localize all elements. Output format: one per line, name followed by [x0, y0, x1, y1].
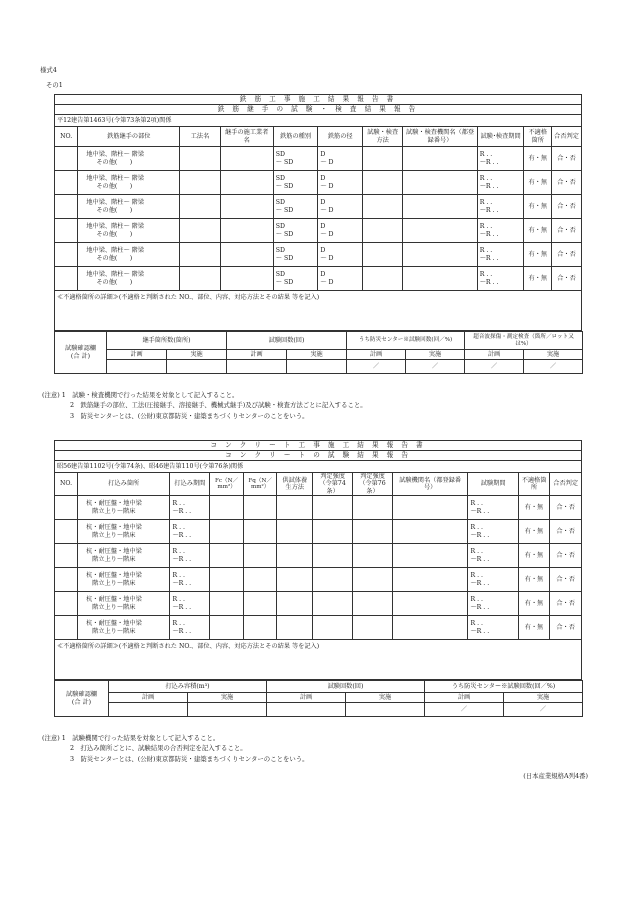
- table-row: [55, 171, 582, 195]
- row-pour-period: R . .: [172, 524, 185, 532]
- rebar-col-judge: 合否判定: [552, 127, 582, 147]
- row-part: 地中梁、階柱～ 階梁: [86, 151, 145, 159]
- row-judge[interactable]: 合・否: [552, 243, 582, 267]
- row-pour-period-to: ～R . .: [172, 555, 192, 563]
- fq-cell[interactable]: [243, 616, 277, 640]
- table-row: [55, 520, 582, 544]
- concrete-section: [54, 440, 583, 717]
- lab-cell[interactable]: [392, 496, 468, 520]
- row-period: R . .: [479, 247, 493, 255]
- contractor-cell[interactable]: [220, 171, 273, 195]
- row-dia: D: [320, 151, 326, 159]
- lab-cell[interactable]: [392, 520, 468, 544]
- concrete-col-defect: 不適格箇所: [518, 473, 549, 496]
- row-place-2: 階立上り～階床: [92, 531, 136, 539]
- s76-cell[interactable]: [353, 616, 393, 640]
- row-period: R . .: [479, 271, 493, 279]
- actual-label: 実施: [406, 350, 465, 360]
- row-place: 杭・耐圧盤・地中梁: [86, 524, 142, 532]
- curing-cell[interactable]: [277, 544, 313, 568]
- row-judge[interactable]: 合・否: [550, 616, 582, 640]
- concrete-col-lab: 試験機関名（都登録番号）: [392, 473, 468, 496]
- row-dia: D: [320, 271, 326, 279]
- ultra-actual-field[interactable]: ／: [524, 360, 583, 374]
- fq-cell[interactable]: [243, 520, 277, 544]
- table-row: [55, 219, 582, 243]
- row-dia: D: [320, 175, 326, 183]
- concrete-col-strength76: 判定強度（令第76条）: [353, 473, 393, 496]
- ultra-plan-field[interactable]: ／: [465, 360, 524, 374]
- row-judge[interactable]: 合・否: [550, 568, 582, 592]
- row-dia-to: ～ D: [320, 278, 334, 286]
- row-defect[interactable]: 有・無: [524, 147, 552, 171]
- row-pour-period-to: ～R . .: [172, 627, 192, 635]
- row-period-to: ～R . .: [479, 206, 499, 214]
- row-test-period-to: ～R . .: [470, 507, 490, 515]
- row-judge[interactable]: 合・否: [552, 147, 582, 171]
- summary-label-2: (合 計): [70, 352, 91, 360]
- lab-cell[interactable]: [403, 171, 477, 195]
- row-type: SD: [275, 223, 285, 231]
- rebar-note-2: 2 鉄筋継手の部位、工法(圧接継手、溶接継手、機械式継手)及び試験・検査方法ごとに記入すること。: [70, 401, 367, 410]
- fq-cell[interactable]: [243, 544, 277, 568]
- contractor-cell[interactable]: [220, 243, 273, 267]
- actual-label: 実施: [188, 693, 267, 703]
- row-pour-period: R . .: [172, 500, 185, 508]
- row-test-period-to: ～R . .: [470, 531, 490, 539]
- row-period: R . .: [479, 223, 493, 231]
- row-judge[interactable]: 合・否: [550, 520, 582, 544]
- concrete-col-period: 打込み期間: [170, 473, 210, 496]
- row-place-2: 階立上り～階床: [92, 579, 136, 587]
- row-judge[interactable]: 合・否: [552, 171, 582, 195]
- row-test-period: R . .: [470, 596, 483, 604]
- row-type-to: ～ SD: [275, 230, 294, 238]
- concrete-col-curing: 供試体養生方法: [277, 473, 313, 496]
- row-dia-to: ～ D: [320, 254, 334, 262]
- concrete-note-3: 3 防災センターとは、(公財)東京都防災・建築まちづくりセンターのことをいう。: [70, 754, 309, 763]
- row-pour-period: R . .: [172, 620, 185, 628]
- row-defect[interactable]: 有・無: [518, 496, 549, 520]
- concrete-col-test-period: 試験期間: [468, 473, 518, 496]
- rebar-col-lab: 試験・検査機関名（都登録番号）: [403, 127, 477, 147]
- rebar-header-row: [55, 127, 582, 147]
- s76-cell[interactable]: [353, 544, 393, 568]
- concrete-col-fq: Fq（N／mm²）: [243, 473, 277, 496]
- curing-cell[interactable]: [277, 520, 313, 544]
- plan-label: 計画: [227, 350, 287, 360]
- row-test-period: R . .: [470, 620, 483, 628]
- summary-center-tests: うち防災センター※試験回数(回／%): [347, 332, 465, 350]
- lab-cell[interactable]: [403, 267, 477, 291]
- row-defect[interactable]: 有・無: [518, 592, 549, 616]
- row-defect[interactable]: 有・無: [524, 219, 552, 243]
- rebar-col-period: 試験･検査期間: [477, 127, 524, 147]
- actual-label: 実施: [524, 350, 583, 360]
- summary-volume: 打込み容積(m³): [109, 681, 267, 693]
- concrete-defect-note: ≪不適格箇所の詳細≫(不適格と判断された NO.、部位、内容、対応方法とその結果 等を記入): [55, 640, 582, 654]
- test-method-cell[interactable]: [363, 267, 403, 291]
- test-method-cell[interactable]: [363, 243, 403, 267]
- row-part-other: その他( ): [96, 182, 133, 190]
- row-period: R . .: [479, 175, 493, 183]
- summary-label-1: 試験確認欄: [66, 691, 97, 699]
- row-test-period: R . .: [470, 500, 483, 508]
- lab-cell[interactable]: [392, 592, 468, 616]
- fc-cell[interactable]: [210, 496, 244, 520]
- lab-cell[interactable]: [403, 147, 477, 171]
- plan-label: 計画: [347, 350, 406, 360]
- concrete-col-no: NO.: [55, 473, 78, 496]
- row-defect[interactable]: 有・無: [524, 195, 552, 219]
- row-pour-period-to: ～R . .: [172, 579, 192, 587]
- rebar-summary-label: [55, 332, 107, 374]
- s74-cell[interactable]: [313, 592, 353, 616]
- lab-cell[interactable]: [403, 219, 477, 243]
- form-id: 様式4: [40, 66, 57, 74]
- row-pour-period-to: ～R . .: [172, 507, 192, 515]
- row-place: 杭・耐圧盤・地中梁: [86, 548, 142, 556]
- summary-tests: 試験回数(回): [267, 681, 425, 693]
- row-pour-period: R . .: [172, 596, 185, 604]
- method-cell[interactable]: [180, 267, 220, 291]
- lab-cell[interactable]: [403, 243, 477, 267]
- footer-standard: (日本産業規格A列4番): [523, 772, 588, 780]
- summary-joints: 継手箇所数(箇所): [107, 332, 227, 350]
- summary-label-1: 試験確認欄: [65, 345, 96, 353]
- center-actual-field[interactable]: ／: [504, 703, 583, 717]
- volume-actual-field[interactable]: [188, 703, 267, 717]
- row-place: 杭・耐圧盤・地中梁: [86, 596, 142, 604]
- row-part: 地中梁、階柱～ 階梁: [86, 199, 145, 207]
- table-row: [55, 243, 582, 267]
- lab-cell[interactable]: [403, 195, 477, 219]
- concrete-table: [54, 440, 582, 680]
- row-period-to: ～R . .: [479, 182, 499, 190]
- actual-label: 実施: [346, 693, 425, 703]
- table-row: [55, 616, 582, 640]
- method-cell[interactable]: [180, 147, 220, 171]
- s76-cell[interactable]: [353, 520, 393, 544]
- row-type-to: ～ SD: [275, 182, 294, 190]
- row-dia: D: [320, 247, 326, 255]
- curing-cell[interactable]: [277, 496, 313, 520]
- curing-cell[interactable]: [277, 592, 313, 616]
- summary-tests: 試験回数(回): [227, 332, 347, 350]
- row-period-to: ～R . .: [479, 278, 499, 286]
- rebar-col-contractor: 継手の施工業者名: [220, 127, 273, 147]
- row-type-to: ～ SD: [275, 206, 294, 214]
- curing-cell[interactable]: [277, 568, 313, 592]
- row-judge[interactable]: 合・否: [550, 592, 582, 616]
- concrete-header-row: [55, 473, 582, 496]
- concrete-notes: [42, 735, 309, 763]
- table-row: [55, 496, 582, 520]
- row-dia: D: [320, 223, 326, 231]
- row-type: SD: [275, 151, 285, 159]
- rebar-col-part: 鉄筋継手の部位: [78, 127, 180, 147]
- s76-cell[interactable]: [353, 568, 393, 592]
- rebar-notes: [42, 392, 367, 420]
- row-dia-to: ～ D: [320, 182, 334, 190]
- fq-cell[interactable]: [243, 592, 277, 616]
- row-defect[interactable]: 有・無: [518, 520, 549, 544]
- plan-label: 計画: [425, 693, 504, 703]
- row-judge[interactable]: 合・否: [552, 195, 582, 219]
- rebar-table: [54, 94, 582, 331]
- rebar-subtitle: 鉄 筋 継 手 の 試 験 ・ 検 査 結 果 報 告: [55, 105, 582, 115]
- row-dia-to: ～ D: [320, 230, 334, 238]
- rebar-summary: [54, 331, 583, 374]
- s74-cell[interactable]: [313, 544, 353, 568]
- rebar-defect-detail-field[interactable]: [55, 305, 582, 331]
- row-part: 地中梁、階柱～ 階梁: [86, 223, 145, 231]
- fc-cell[interactable]: [210, 592, 244, 616]
- row-type-to: ～ SD: [275, 278, 294, 286]
- fc-cell[interactable]: [210, 544, 244, 568]
- test-method-cell[interactable]: [363, 147, 403, 171]
- rebar-section: [54, 94, 583, 374]
- row-period: R . .: [479, 199, 493, 207]
- actual-label: 実施: [287, 350, 347, 360]
- row-place: 杭・耐圧盤・地中梁: [86, 572, 142, 580]
- row-judge[interactable]: 合・否: [552, 267, 582, 291]
- method-cell[interactable]: [180, 219, 220, 243]
- center-plan-field[interactable]: ／: [425, 703, 504, 717]
- row-type-to: ～ SD: [275, 158, 294, 166]
- row-type: SD: [275, 247, 285, 255]
- row-test-period: R . .: [470, 572, 483, 580]
- concrete-summary-label: [55, 681, 109, 717]
- concrete-title: コ ン ク リ ー ト 工 事 施 工 結 果 報 告 書: [55, 441, 582, 451]
- row-defect[interactable]: 有・無: [524, 171, 552, 195]
- rebar-title: 鉄 筋 工 事 施 工 結 果 報 告 書: [55, 95, 582, 105]
- concrete-note-2: 2 打込み箇所ごとに、試験結果の合否判定を記入すること。: [70, 744, 247, 753]
- rebar-law-ref: 平12建告第1463号(令第73条第2項)関係: [55, 115, 582, 127]
- joints-plan-field[interactable]: [107, 360, 167, 374]
- row-defect[interactable]: 有・無: [518, 616, 549, 640]
- row-part: 地中梁、階柱～ 階梁: [86, 175, 145, 183]
- row-dia-to: ～ D: [320, 206, 334, 214]
- row-defect[interactable]: 有・無: [518, 568, 549, 592]
- joints-actual-field[interactable]: [167, 360, 227, 374]
- row-test-period-to: ～R . .: [470, 603, 490, 611]
- method-cell[interactable]: [180, 195, 220, 219]
- summary-center-tests: うち防災センター※試験回数(回／%): [425, 681, 583, 693]
- row-judge[interactable]: 合・否: [550, 544, 582, 568]
- rebar-col-method: 工法名: [180, 127, 220, 147]
- s76-cell[interactable]: [353, 592, 393, 616]
- fq-cell[interactable]: [243, 568, 277, 592]
- rebar-note-3: 3 防災センターとは、(公財)東京都防災・建築まちづくりセンターのことをいう。: [70, 411, 309, 420]
- plan-label: 計画: [465, 350, 524, 360]
- row-place-2: 階立上り～階床: [92, 507, 136, 515]
- contractor-cell[interactable]: [220, 147, 273, 171]
- row-type: SD: [275, 175, 285, 183]
- rebar-col-diameter: 鉄筋の径: [318, 127, 363, 147]
- concrete-summary: [54, 680, 583, 717]
- row-period-to: ～R . .: [479, 158, 499, 166]
- row-part: 地中梁、階柱～ 階梁: [86, 271, 145, 279]
- row-type: SD: [275, 199, 285, 207]
- test-method-cell[interactable]: [363, 219, 403, 243]
- row-place-2: 階立上り～階床: [92, 603, 136, 611]
- rebar-col-type: 鉄筋の種別: [273, 127, 318, 147]
- table-row: [55, 592, 582, 616]
- concrete-law-ref: 昭56建告第1102号(令第74条)、昭46建告第110号(令第76条)関係: [55, 461, 582, 473]
- s74-cell[interactable]: [313, 568, 353, 592]
- row-part-other: その他( ): [96, 158, 133, 166]
- row-pour-period: R . .: [172, 548, 185, 556]
- lab-cell[interactable]: [392, 544, 468, 568]
- concrete-note-1: (注意) 1 試験機関で行った結果を対象として記入すること。: [42, 734, 220, 742]
- row-period-to: ～R . .: [479, 254, 499, 262]
- s74-cell[interactable]: [313, 496, 353, 520]
- row-place-2: 階立上り～階床: [92, 627, 136, 635]
- row-defect[interactable]: 有・無: [518, 544, 549, 568]
- summary-ultrasonic: 超音波探傷・測定検査（箇所／ロット又は%）: [465, 332, 583, 350]
- row-dia-to: ～ D: [320, 158, 334, 166]
- tests-plan-field[interactable]: [267, 703, 346, 717]
- contractor-cell[interactable]: [220, 267, 273, 291]
- fq-cell[interactable]: [243, 496, 277, 520]
- concrete-col-strength74: 判定強度（令第74条）: [313, 473, 353, 496]
- row-part-other: その他( ): [96, 206, 133, 214]
- row-judge[interactable]: 合・否: [550, 496, 582, 520]
- row-place: 杭・耐圧盤・地中梁: [86, 620, 142, 628]
- fc-cell[interactable]: [210, 568, 244, 592]
- s76-cell[interactable]: [353, 496, 393, 520]
- fc-cell[interactable]: [210, 616, 244, 640]
- tests-actual-field[interactable]: [346, 703, 425, 717]
- row-part-other: その他( ): [96, 230, 133, 238]
- method-cell[interactable]: [180, 171, 220, 195]
- center-actual-field[interactable]: ／: [406, 360, 465, 374]
- row-place: 杭・耐圧盤・地中梁: [86, 500, 142, 508]
- row-period: R . .: [479, 151, 493, 159]
- lab-cell[interactable]: [392, 568, 468, 592]
- table-row: [55, 544, 582, 568]
- test-method-cell[interactable]: [363, 171, 403, 195]
- plan-label: 計画: [267, 693, 346, 703]
- row-part: 地中梁、階柱～ 階梁: [86, 247, 145, 255]
- table-row: [55, 568, 582, 592]
- summary-label-2: (合 計): [71, 698, 92, 706]
- row-pour-period-to: ～R . .: [172, 603, 192, 611]
- row-test-period-to: ～R . .: [470, 555, 490, 563]
- row-place-2: 階立上り～階床: [92, 555, 136, 563]
- s74-cell[interactable]: [313, 520, 353, 544]
- page-part: その1: [46, 81, 63, 89]
- row-pour-period: R . .: [172, 572, 185, 580]
- row-test-period: R . .: [470, 548, 483, 556]
- rebar-defect-note: ≪不適格箇所の詳細≫(不適格と判断された NO.、部位、内容、対応方法とその結果 等を記入): [55, 291, 582, 305]
- concrete-col-fc: Fc（N／mm²）: [210, 473, 244, 496]
- plan-label: 計画: [109, 693, 188, 703]
- row-judge[interactable]: 合・否: [552, 219, 582, 243]
- actual-label: 実施: [504, 693, 583, 703]
- row-test-period-to: ～R . .: [470, 627, 490, 635]
- row-part-other: その他( ): [96, 254, 133, 262]
- contractor-cell[interactable]: [220, 219, 273, 243]
- rebar-col-no: NO.: [55, 127, 78, 147]
- row-type-to: ～ SD: [275, 254, 294, 262]
- table-row: [55, 267, 582, 291]
- curing-cell[interactable]: [277, 616, 313, 640]
- center-plan-field[interactable]: ／: [347, 360, 406, 374]
- rebar-note-1: (注意) 1 試験・検査機関で行った結果を対象として記入すること。: [42, 391, 239, 399]
- volume-plan-field[interactable]: [109, 703, 188, 717]
- rebar-col-defect: 不適格箇所: [524, 127, 552, 147]
- fc-cell[interactable]: [210, 520, 244, 544]
- row-dia: D: [320, 199, 326, 207]
- actual-label: 実施: [167, 350, 227, 360]
- row-part-other: その他( ): [96, 278, 133, 286]
- table-row: [55, 147, 582, 171]
- plan-label: 計画: [107, 350, 167, 360]
- rebar-col-test-method: 試験・検査方法: [363, 127, 403, 147]
- contractor-cell[interactable]: [220, 195, 273, 219]
- row-pour-period-to: ～R . .: [172, 531, 192, 539]
- row-defect[interactable]: 有・無: [524, 243, 552, 267]
- concrete-col-place: 打込み箇所: [78, 473, 170, 496]
- row-test-period: R . .: [470, 524, 483, 532]
- row-defect[interactable]: 有・無: [524, 267, 552, 291]
- tests-actual-field[interactable]: [287, 360, 347, 374]
- concrete-subtitle: コ ン ク リ ー ト の 試 験 結 果 報 告: [55, 451, 582, 461]
- tests-plan-field[interactable]: [227, 360, 287, 374]
- method-cell[interactable]: [180, 243, 220, 267]
- table-row: [55, 195, 582, 219]
- row-type: SD: [275, 271, 285, 279]
- concrete-defect-detail-field[interactable]: [55, 654, 582, 680]
- s74-cell[interactable]: [313, 616, 353, 640]
- concrete-col-judge: 合否判定: [550, 473, 582, 496]
- row-period-to: ～R . .: [479, 230, 499, 238]
- row-test-period-to: ～R . .: [470, 579, 490, 587]
- lab-cell[interactable]: [392, 616, 468, 640]
- test-method-cell[interactable]: [363, 195, 403, 219]
